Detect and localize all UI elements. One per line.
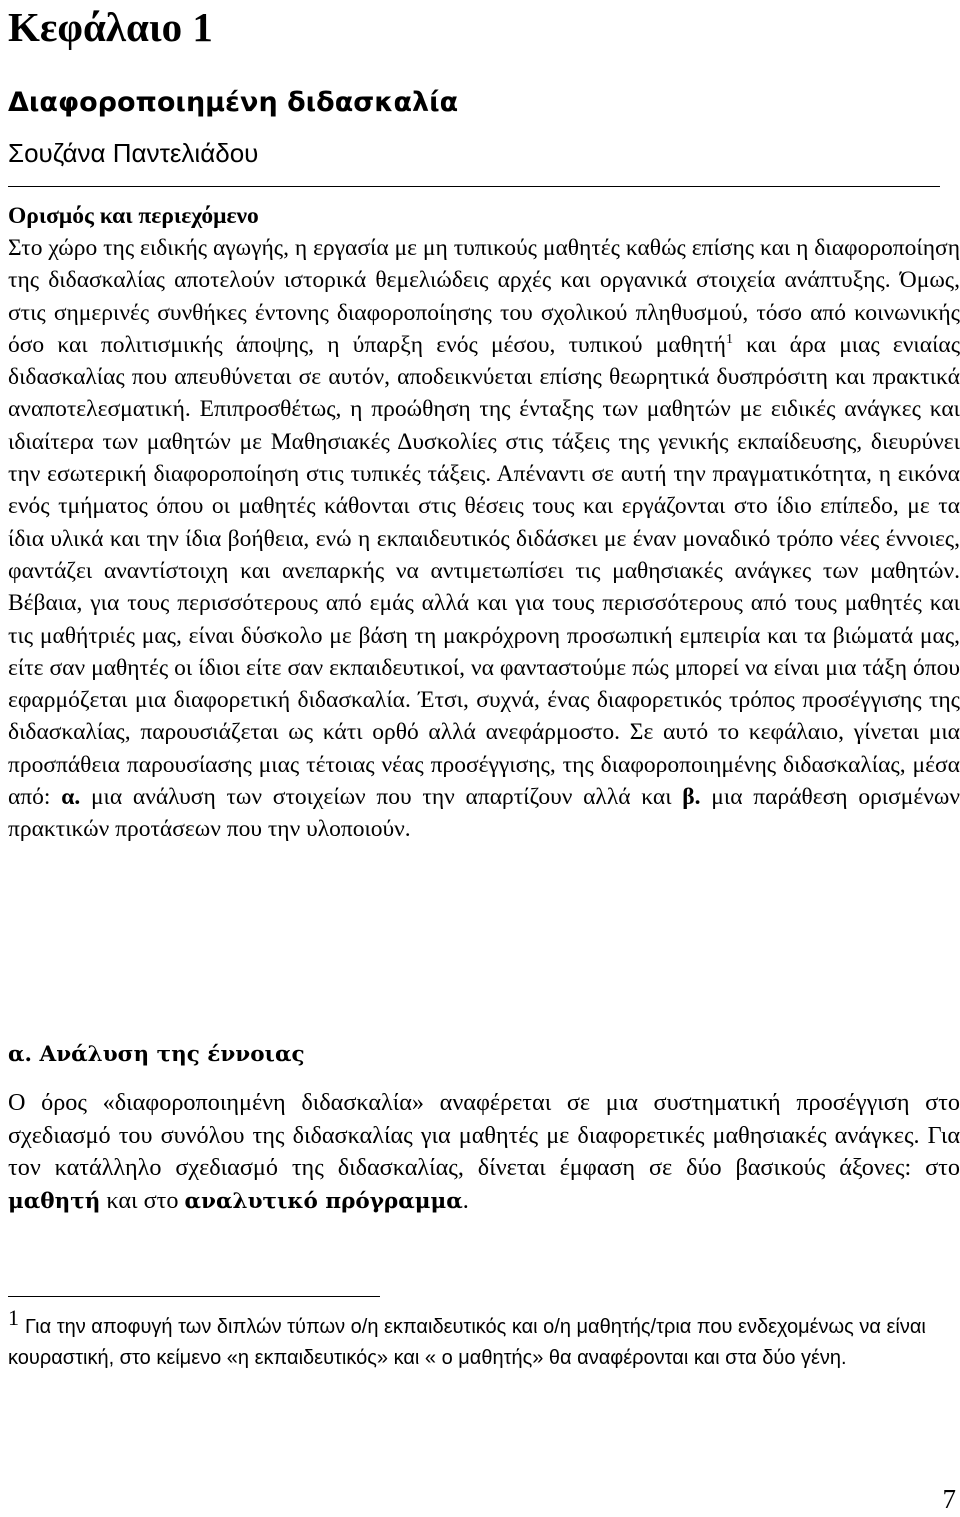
paragraph <box>8 232 960 846</box>
footnote-text: Για την αποφυγή των διπλών τύπων ο/η εκπαιδευτικός και ο/η μαθητής/τρια που ενδεχομένως να είναι κουραστική, στο κείμενο «η εκπαιδευτικός» και « ο μαθητής» θα αναφέρονται και στα δύο γένη. <box>8 1316 926 1369</box>
text-run: και στο <box>100 1186 185 1214</box>
paragraph <box>8 1087 960 1218</box>
body-paragraph-concept <box>8 1087 960 1218</box>
footnote-mark: 1 <box>8 1305 19 1331</box>
body-paragraph-definition <box>8 232 960 846</box>
page-number: 7 <box>942 1484 956 1514</box>
author-name: Σουζάνα Παντελιάδου <box>8 138 259 168</box>
text-run: και άρα μιας ενιαίας διδασκαλίας που απευθύνεται σε αυτόν, αποδεικνύεται επίσης θεωρητικά δυσπρόσιτη και πρακτικά αναποτελεσματική. Επιπροσθέτως, η προώθηση της ένταξης των μαθητών με ειδικές ανάγκες και ιδιαίτερα των μαθητών με Μαθησιακές Δυσκολίες στις τάξεις της γενικής εκπαίδευσης, διευρύνει την εσωτερική διαφοροποίηση στις τυπικές τάξεις. Απέναντι σε αυτή την πραγματικότητα, η εικόνα ενός τμήματος όπου οι μαθητές κάθονται στις θέσεις τους και εργάζονται στο ίδιο επίπεδο, με τα ίδια υλικά και την ίδια βοήθεια, ενώ η εκπαιδευτικός διδάσκει με έναν μοναδικό τρόπο νέες έννοιες, φαντάζει αναντίστοιχη και ανεπαρκής να αντιμετωπίσει τις μαθησιακές ανάγκες των μαθητών. Βέβαια, για τους περισσότερους από εμάς αλλά και για τους περισσότερους από τους μαθητές και τις μαθήτριές μας, είναι δύσκολο με βάση τη μακρόχρονη προσωπική εμπειρία και τα βιώματά μας, είτε σαν μαθητές οι ίδιοι είτε σαν εκπαιδευτικοί, να φανταστούμε πώς μπορεί να είναι μια τάξη όπου εφαρμόζεται μια διαφορετική διδασκαλία. Έτσι, συχνά, ένας διαφορετικός τρόπος προσέγγισης της διδασκαλίας, παρουσιάζεται ως κάτι ορθό αλλά ανεφάρμοστο. Σε αυτό το κεφάλαιο, γίνεται μια προσπάθεια παρουσίασης μιας τέτοιας νέας προσέγγισης, της διαφοροποιημένης διδασκαλίας, μέσα από: <box>8 331 960 811</box>
bold-marker-beta: β. <box>682 784 701 811</box>
text-run: . <box>462 1186 469 1214</box>
footnote-ref: 1 <box>725 332 733 348</box>
section-heading-definition: Ορισμός και περιεχόμενο <box>8 203 259 229</box>
bold-marker-alpha: α. <box>61 784 81 811</box>
text-run: μια ανάλυση των στοιχείων που την απαρτίζουν αλλά και <box>80 784 683 811</box>
title-divider <box>8 186 940 187</box>
text-run: μια παράθεση ορισμένων πρακτικών προτάσεων που την υλοποιούν. <box>8 784 960 843</box>
chapter-title: Κεφάλαιο 1 <box>8 4 213 50</box>
footnote-divider <box>8 1296 380 1297</box>
text-run: Στο χώρο της ειδικής αγωγής, η εργασία με μη τυπικούς μαθητές καθώς επίσης και η διαφοροποίηση της διδασκαλίας αποτελούν ιστορικά θεμελιώδεις αρχές και οργανικά στοιχεία ανάπτυξης. Όμως, στις σημερινές συνθήκες έντονης διαφοροποίησης του σχολικού πληθυσμού, τόσο από κοινωνικής όσο και πολιτισμικής άποψης, η ύπαρξη ενός μέσου, τυπικού μαθητή <box>8 235 960 358</box>
footnote <box>8 1305 958 1373</box>
text-run: Ο όρος «διαφοροποιημένη διδασκαλία» αναφέρεται σε μια συστηματική προσέγγιση στο σχεδιασμό του συνόλου της διδασκαλίας για μαθητές με διαφορετικές μαθησιακές ανάγκες. Για τον κατάλληλο σχεδιασμό της διδασκαλίας, δίνεται έμφαση σε δύο βασικούς άξονες: στο <box>8 1089 960 1181</box>
bold-term-student: μαθητή <box>8 1188 101 1214</box>
section-title: Διαφοροποιημένη διδασκαλία <box>8 87 459 118</box>
bold-term-curriculum: αναλυτικό πρόγραμμα <box>184 1188 463 1214</box>
section-heading-concept-analysis: α. Ανάλυση της έννοιας <box>8 1042 305 1067</box>
